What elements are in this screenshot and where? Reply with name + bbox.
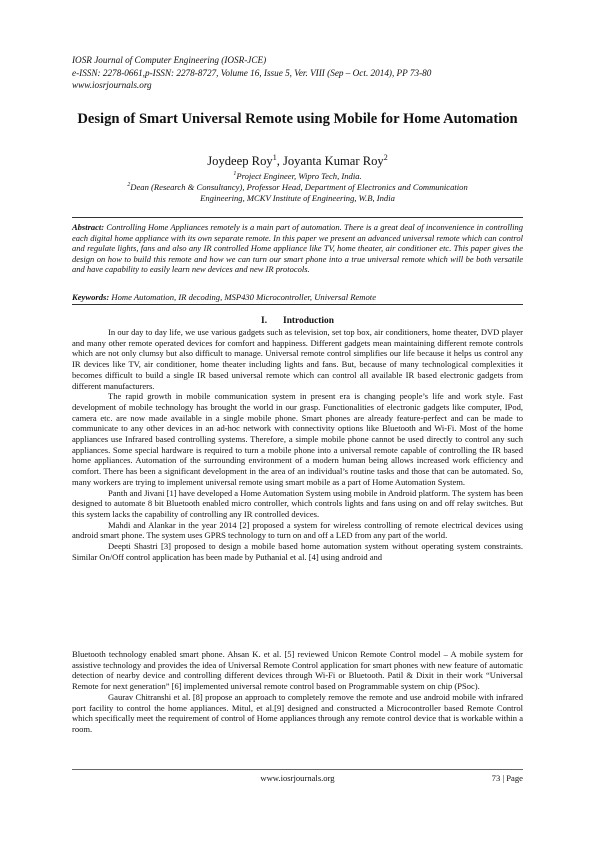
page-footer — [72, 772, 523, 786]
paragraph: Panth and Jivani [1] have developed a Home Automation System using mobile in Android platform. The system has been designed to automate 8 bit Bluetooth enabled micro controller, which controls lights and fans using on and off relay switches. But this system lacks the capability of controlling any IR controlled devices. — [72, 487, 524, 519]
affiliation-1-text: Project Engineer, Wipro Tech, India. — [236, 171, 362, 181]
affiliation-1-sup: 1 — [233, 171, 237, 178]
body-text-continued — [72, 649, 523, 735]
body-text — [72, 327, 523, 562]
paper-title: Design of Smart Universal Remote using Mobile for Home Automation — [77, 111, 518, 127]
affiliation-1 — [80, 171, 515, 182]
keywords — [72, 292, 523, 303]
page-number: 73 | Page — [491, 773, 523, 783]
author-2-sup: 2 — [383, 152, 388, 162]
footer-rule — [72, 769, 523, 770]
affiliation-2 — [80, 182, 515, 193]
journal-issn: e-ISSN: 2278-0661,p-ISSN: 2278-8727, Volume 16, Issue 5, Ver. VIII (Sep – Oct. 2014), PP 73-80 — [72, 67, 432, 78]
paragraph: The rapid growth in mobile communication system in present era is changing people’s life and work style. Fast development of mobile technology has brought the world in our grasp. Functionalities of electronic gadgets like computer, IPod, camera etc. are now made available in a single mobile phone. Smart phones are already feature-perfect and can be made to communicate to any other devices in an ad-hoc network with connectivity options like Bluetooth and Wi-Fi. Most of the home appliances use Infrared based controlling systems. Therefore, a simple mobile phone cannot be used directly to control any such appliances. Some special hardware is required to turn a mobile phone into a universal remote capable of controlling the IR based home appliances. Automation of the surrounding environment of a modern human being allows increased work efficiency and comfort. There has been a significant development in the area of an individual’s routine tasks and those that can be automated. So, many workers are trying to implement universal remote using smart mobile as a part of Home Automation System. — [72, 391, 523, 487]
author-2: Joyanta Kumar Roy — [282, 154, 384, 168]
paragraph: Gaurav Chitranshi et al. [8] propose an approach to completely remove the remote and use android mobile with infrared port facility to control the home appliances. Mitul, et al.[9] designed and constructed a Microcontroller based Remote Control which specifically meet the requirement of control of Home appliances through any remote control device that is workable within a room. — [72, 691, 523, 734]
paragraph: Deepti Shastri [3] proposed to design a mobile based home automation system without operating system constraints. Similar On/Off control application has been made by Puthanial et al. [4] using android and — [72, 541, 523, 562]
journal-header — [72, 54, 532, 92]
paragraph: Mahdi and Alankar in the year 2014 [2] proposed a system for wireless controlling of remote electrical devices using android smart phone. The system uses GPRS technology to turn on and off a LED from any part of the world. — [72, 519, 523, 541]
journal-site: www.iosrjournals.org — [72, 80, 152, 91]
footer-site: www.iosrjournals.org — [260, 773, 335, 783]
affiliation-2-line1: Dean (Research & Consultancy), Professor Head, Department of Electronics and Communication — [130, 182, 468, 192]
journal-name: IOSR Journal of Computer Engineering (IOSR-JCE) — [72, 55, 267, 65]
abstract — [72, 222, 523, 275]
affiliation-2-line2: Engineering, MCKV Institute of Engineering, W.B, India — [200, 193, 395, 203]
paragraph: Bluetooth technology enabled smart phone. Ahsan K. et al. [5] reviewed Unicon Remote Control model – A mobile system for assistive technology and provides the idea of Universal Remote Control application for smart phones with new feature of automatic detection of nearby device and controlling different devices through Wi-Fi or Bluetooth. Patil & Dixit in their work “Universal Remote for next generation” [6] implemented universal remote control based on Programmable system on chip (PSoc). — [72, 649, 523, 692]
abstract-text: Controlling Home Appliances remotely is a main part of automation. There is a great deal of inconvenience in controlling each digital home appliance with its own separate remote. In this paper we present an advanced universal remote which can control and regulate lights, fans and also any IR controlled Home appliance like TV, home theater, air conditioner etc. This paper gives the design on how to build this remote and how we can turn our smart phone into a true universal remote which will be both versatile and have capability to easily learn new devices and new IR protocols. — [72, 222, 523, 275]
author-line — [72, 154, 523, 169]
affiliation-2-cont — [80, 193, 515, 204]
section-heading — [72, 315, 523, 327]
abstract-top-rule — [72, 217, 523, 218]
author-1: Joydeep Roy — [207, 154, 273, 168]
section-number: I. — [261, 316, 268, 326]
section-title: Introduction — [283, 316, 334, 326]
keywords-label: Keywords: — [72, 292, 110, 302]
author-separator: , — [276, 154, 283, 168]
affiliation-2-sup: 2 — [127, 182, 131, 189]
keywords-text: Home Automation, IR decoding, MSP430 Microcontroller, Universal Remote — [109, 292, 377, 302]
paragraph: In our day to day life, we use various gadgets such as television, set top box, air conditioners, home theater, DVD player and many other remote operated devices for comfort and happiness. Different gadgets mean maintaining different remote controls which are not only clumsy but also difficult to manage. Universal remote control simplifies our life because it helps us control any IR devices like TV, air conditioner, home theater including lights and fans. But, because of many technological complexities it becomes difficult to build a single IR based universal remote which can control all available IR based electronic gadgets from different manufacturers. — [72, 327, 523, 391]
abstract-bottom-rule — [72, 304, 523, 305]
abstract-label: Abstract: — [72, 222, 105, 232]
author-1-sup: 1 — [272, 152, 277, 162]
